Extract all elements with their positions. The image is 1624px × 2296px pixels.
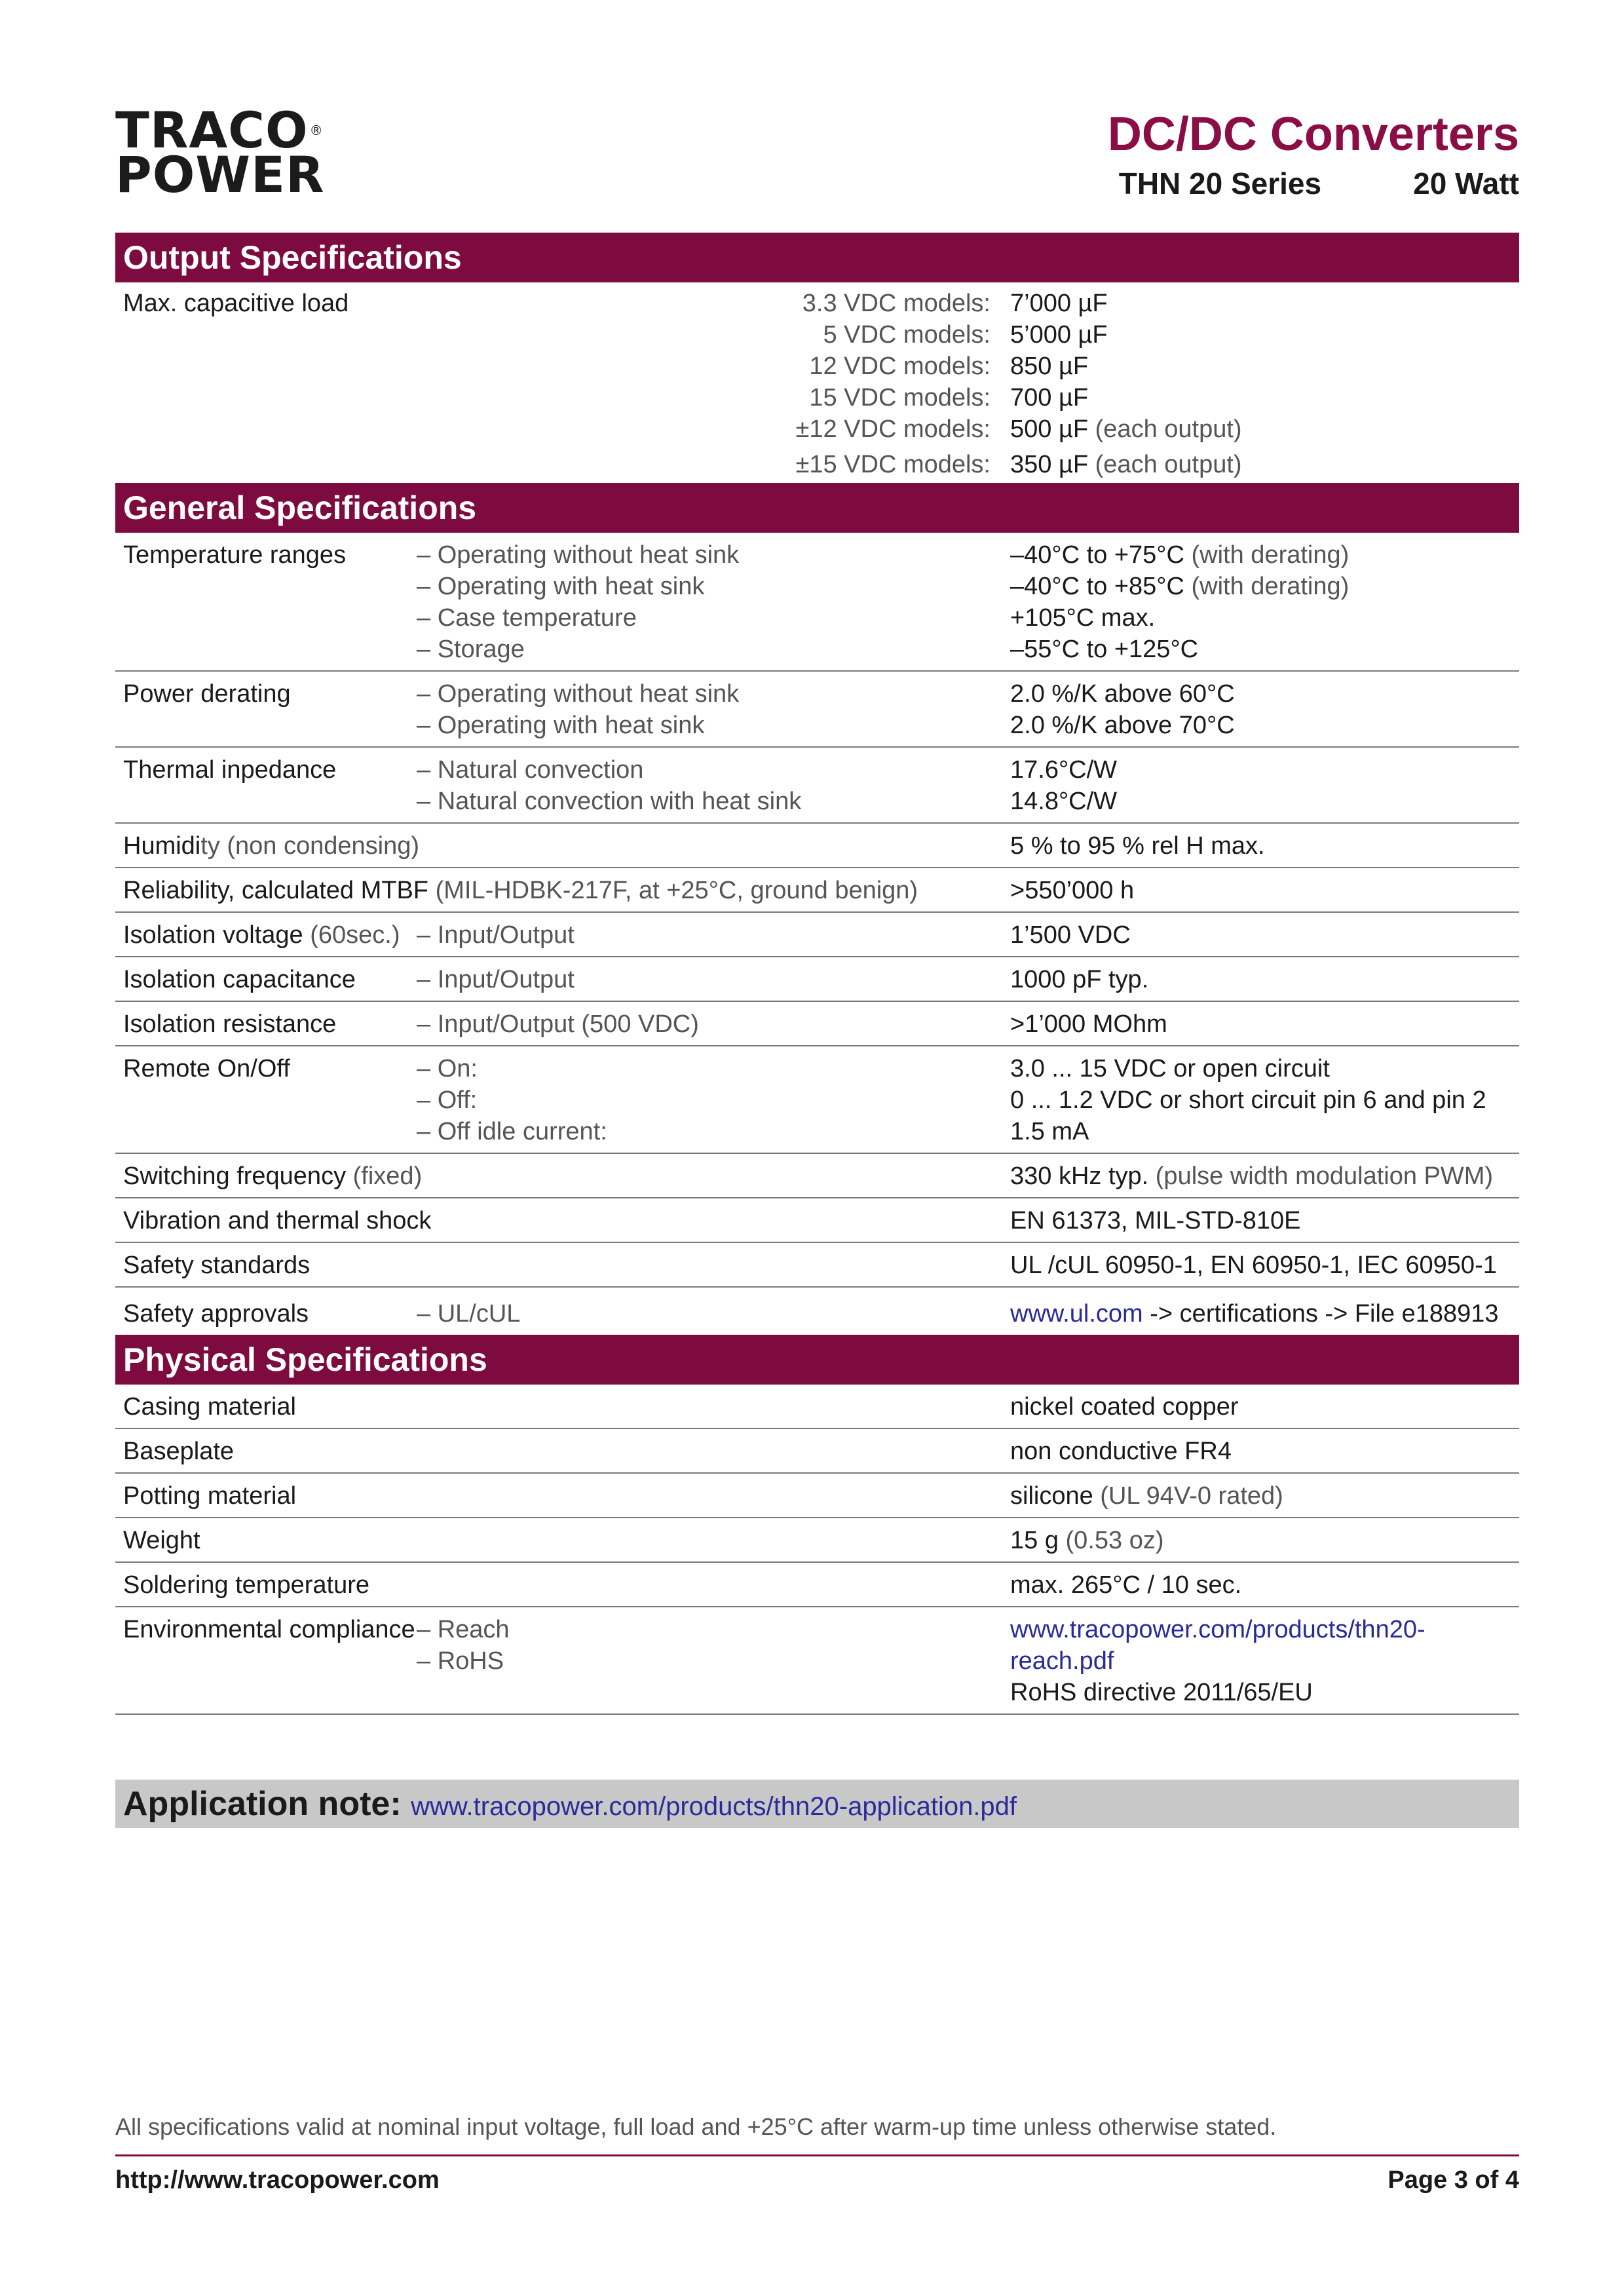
- isolation-capacitance-row: Isolation capacitance – Input/Output 1000 pF typ.: [115, 957, 1519, 1002]
- isolation-voltage-row: Isolation voltage (60sec.) – Input/Output 1’500 VDC: [115, 913, 1519, 957]
- reach-pdf-link[interactable]: www.tracopower.com/products/thn20-reach.pdf: [1010, 1616, 1426, 1675]
- application-note-link[interactable]: www.tracopower.com/products/thn20-application.pdf: [411, 1792, 1017, 1821]
- potting-material-row: Potting material silicone (UL 94V-0 rated): [115, 1474, 1519, 1518]
- ul-link[interactable]: www.ul.com: [1010, 1300, 1143, 1328]
- registered-mark: ®: [309, 123, 324, 138]
- switching-frequency-row: Switching frequency (fixed) 330 kHz typ. (pulse width modulation PWM): [115, 1154, 1519, 1198]
- wattage: 20 Watt: [1413, 166, 1519, 201]
- spec-tables: [115, 233, 1519, 1715]
- footnote: All specifications valid at nominal input voltage, full load and +25°C after warm-up time unless otherwise stated.: [115, 2113, 1277, 2140]
- vibration-row: Vibration and thermal shock EN 61373, MIL-STD-810E: [115, 1198, 1519, 1243]
- logo-line-1: TRACO ®: [115, 101, 324, 159]
- safety-approvals-row: Safety approvals – UL/cUL www.ul.com -> certifications -> File e188913: [123, 1300, 1499, 1328]
- capacitive-load-models: 3.3 VDC models: 5 VDC models: 12 VDC models: 15 VDC models: ±12 VDC models: ±15 VDC models:: [795, 290, 991, 478]
- capacitive-load-label: Max. capacitive load 3.3 VDC models: 5 VDC models: 12 VDC models: 15 VDC models: ±12 VDC models: ±15 VDC models:: [115, 288, 1010, 480]
- power-derating-row: Power derating – Operating without heat sink – Operating with heat sink 2.0 %/K above 60°C 2.0 %/K above 70°C: [115, 672, 1519, 748]
- thermal-impedance-row: Thermal inpedance – Natural convection – Natural convection with heat sink 17.6°C/W 14.8°C/W: [115, 748, 1519, 824]
- capacitive-load-row: [115, 282, 1519, 483]
- tracopower-logo: [115, 101, 325, 204]
- capacitive-load-values: 7’000 µF 5’000 µF 850 µF 700 µF 500 µF (each output) 350 µF (each output): [1010, 290, 1242, 478]
- physical-spec-header: Physical Specifications: [115, 1335, 1519, 1385]
- document-header: [1108, 105, 1519, 203]
- environmental-compliance-row: Environmental compliance – Reach – RoHS www.tracopower.com/products/thn20-reach.pdf RoHS directive 2011/65/EU: [115, 1607, 1519, 1715]
- footer-divider: [115, 2154, 1519, 2156]
- remote-on-off-row: Remote On/Off – On: – Off: – Off idle current: 3.0 ... 15 VDC or open circuit 0 ... 1.2 VDC or short circuit pin 6 and pin 2 1.5 mA: [115, 1046, 1519, 1154]
- application-note-bar: [115, 1780, 1519, 1828]
- logo-line-2: POWER: [115, 145, 325, 204]
- mtbf-row: Reliability, calculated MTBF (MIL-HDBK-217F, at +25°C, ground benign) >550’000 h: [115, 868, 1519, 913]
- header-subtitle: [1108, 164, 1519, 203]
- humidity-row: Humidity (non condensing) 5 % to 95 % rel H max.: [115, 824, 1519, 868]
- footer-url[interactable]: http://www.tracopower.com: [115, 2166, 440, 2194]
- page-title: DC/DC Converters: [1107, 108, 1519, 161]
- application-note-label: Application note:: [123, 1785, 402, 1823]
- output-spec-header: Output Specifications: [115, 233, 1519, 282]
- general-spec-header: General Specifications: [115, 483, 1519, 533]
- series-name: THN 20 Series: [1118, 166, 1322, 201]
- isolation-resistance-row: Isolation resistance – Input/Output (500 VDC) >1’000 MOhm: [115, 1002, 1519, 1046]
- baseplate-row: Baseplate non conductive FR4: [115, 1429, 1519, 1474]
- casing-material-row: Casing material nickel coated copper: [115, 1385, 1519, 1429]
- page-number: Page 3 of 4: [1388, 2166, 1519, 2194]
- soldering-temperature-row: Soldering temperature max. 265°C / 10 sec.: [115, 1563, 1519, 1607]
- weight-row: Weight 15 g (0.53 oz): [115, 1518, 1519, 1563]
- safety-standards-row: Safety standards UL /cUL 60950-1, EN 60950-1, IEC 60950-1: [115, 1243, 1519, 1288]
- temperature-ranges-row: Temperature ranges – Operating without heat sink – Operating with heat sink – Case temperature – Storage –40°C to +75°C (with derating) –40°C to +85°C (with derating) +105°C max. –55°C to +125°C: [115, 533, 1519, 672]
